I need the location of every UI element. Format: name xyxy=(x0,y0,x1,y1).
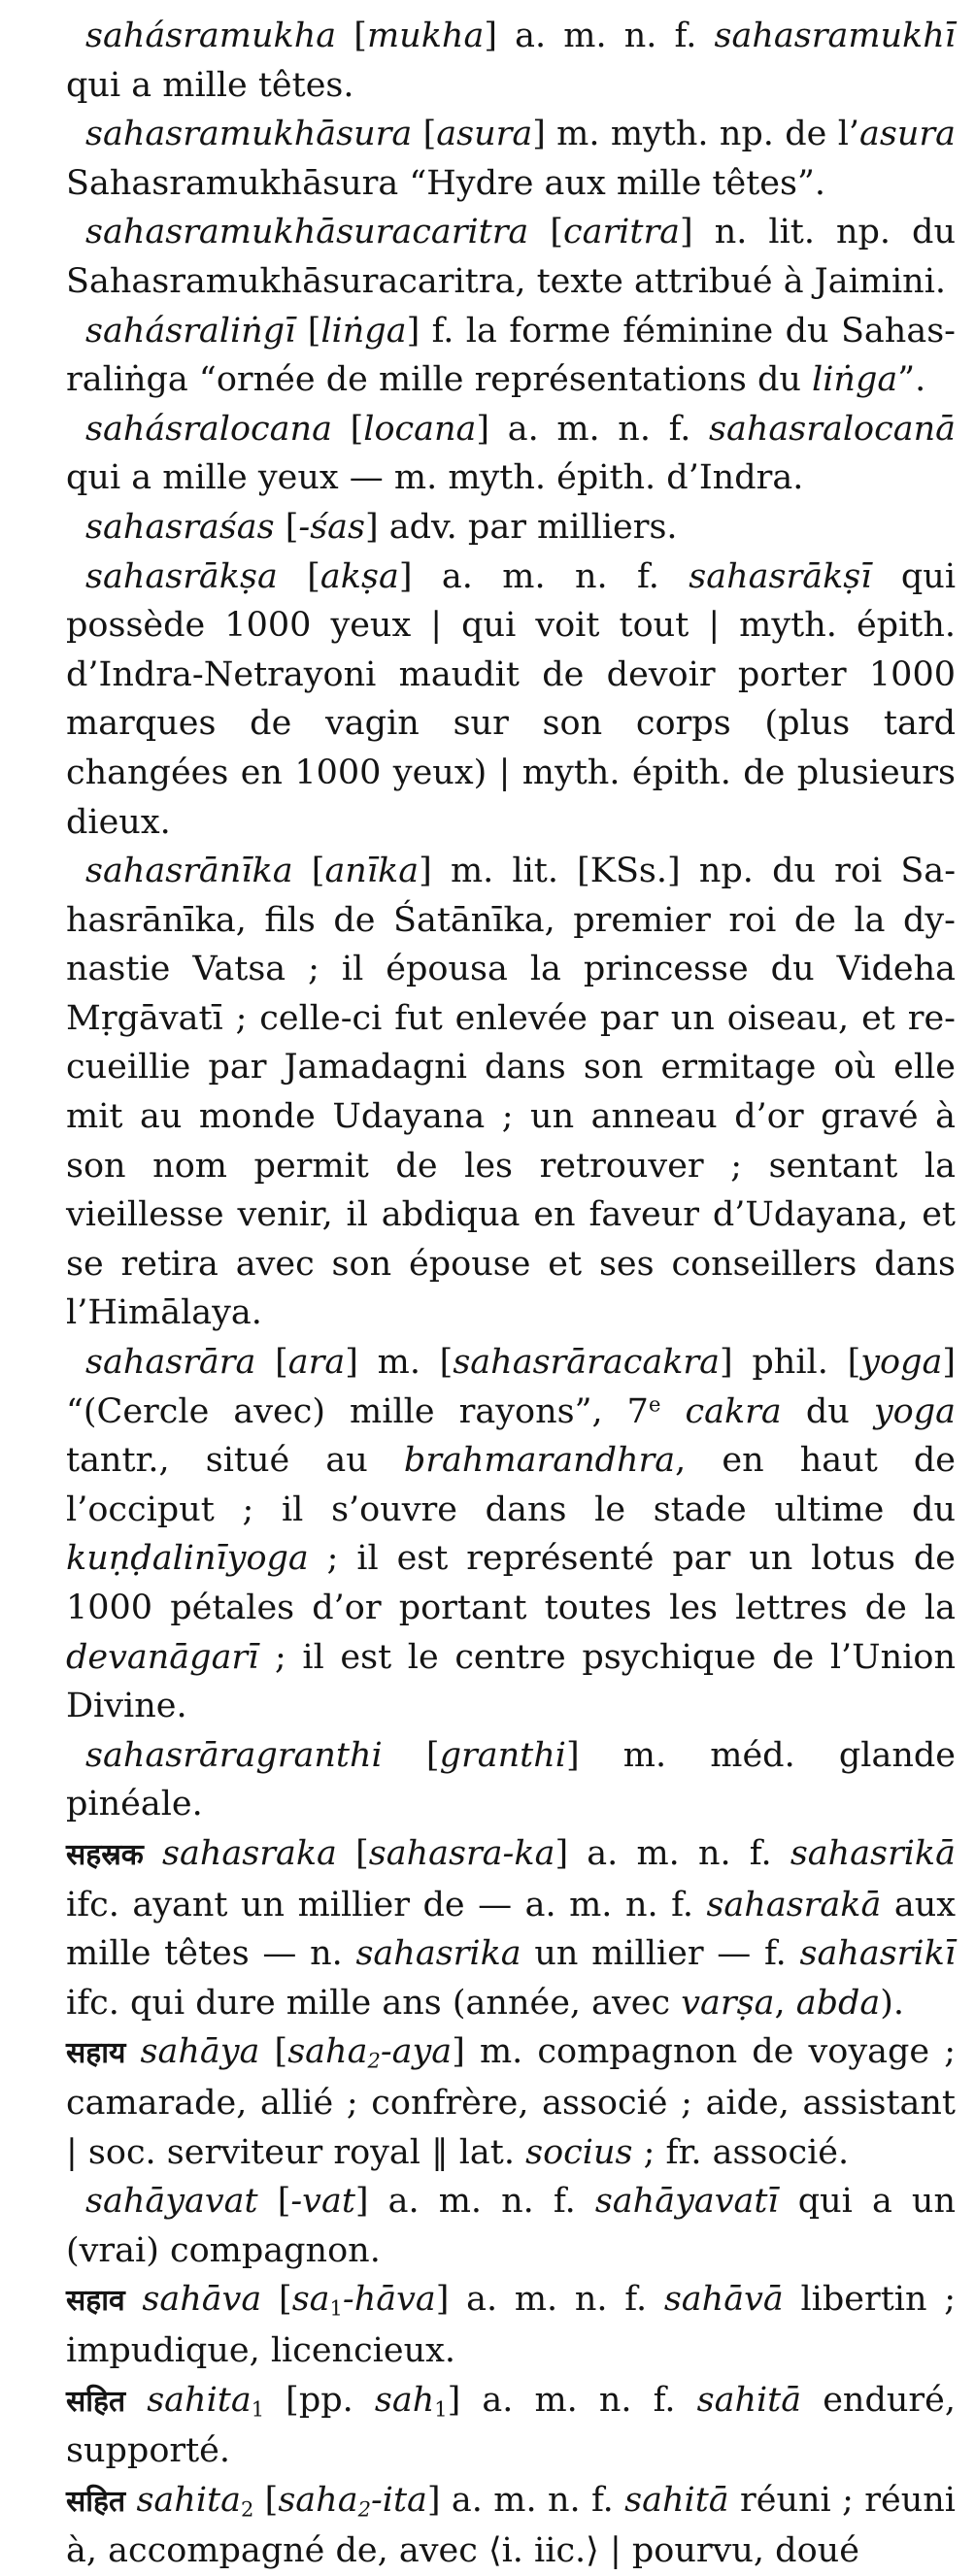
italic-term: sahasrāra xyxy=(85,1343,256,1383)
entry-text: [ xyxy=(257,2182,291,2222)
entry-text: e xyxy=(648,1392,661,1417)
entry-text: ifc. qui dure mille ans (année, avec xyxy=(66,1983,682,2023)
dictionary-entry-sahasralingi xyxy=(66,307,956,405)
italic-term: asura xyxy=(436,115,533,154)
superscript-text xyxy=(649,1392,660,1416)
italic-term: -ita xyxy=(370,2480,427,2520)
italic-term: devanāgarī xyxy=(66,1637,259,1677)
dictionary-entry-sahasrara xyxy=(66,1338,956,1731)
italic-term: sahasrākṣī xyxy=(689,556,872,596)
devanagari-headword: सहित xyxy=(66,2484,126,2519)
italic-term: varṣa xyxy=(681,1983,775,2023)
entry-text: ] m. méd. glande pinéale. xyxy=(66,1735,957,1824)
italic-term: saha xyxy=(278,2480,358,2520)
entry-text: [ xyxy=(412,115,437,154)
entry-text: ] m. compagnon de voyage ; camarade, allié ; confrère, associé ; aide, assistant | soc. serviteur royal ‖ lat. xyxy=(66,2032,956,2172)
italic-term: caritra xyxy=(562,213,681,252)
entry-text: ] f. la forme féminine du Sahasraliṅga “ornée de mille représentations du xyxy=(66,311,956,400)
subscript-index xyxy=(252,2397,264,2421)
entry-list xyxy=(66,12,956,2576)
entry-text: qui a un (vrai) compagnon. xyxy=(66,2182,957,2270)
italic-term: akṣa xyxy=(319,556,399,596)
italic-term: sahasrika xyxy=(355,1934,521,1974)
devanagari-headword: सहाव xyxy=(66,2284,125,2319)
entry-text: ] a. m. n. f. xyxy=(426,2480,625,2520)
italic-term: locana xyxy=(363,409,477,449)
italic-term: sahita xyxy=(147,2380,252,2420)
italic-term: sah xyxy=(374,2380,435,2420)
entry-text: ”. xyxy=(897,360,926,400)
italic-term: sahitā xyxy=(624,2480,729,2520)
italic-term: sahitā xyxy=(696,2380,802,2420)
entry-text: ; il est représenté par un lotus de 1000 pétales d’or portant toutes les lettres de la xyxy=(66,1539,956,1627)
subscript-index xyxy=(434,2397,447,2421)
entry-text: [ xyxy=(277,556,320,596)
entry-text: , xyxy=(774,1983,796,2023)
italic-term: -śas xyxy=(298,507,365,547)
dictionary-entry-sahita2 xyxy=(66,2476,956,2576)
italic-term: sahasrāragranthi xyxy=(85,1735,383,1775)
italic-term: sahasrākṣa xyxy=(85,556,278,596)
entry-text xyxy=(125,2032,140,2071)
italic-term: sahasraśas xyxy=(85,507,275,547)
dictionary-entry-sahava xyxy=(66,2275,956,2375)
italic-term: 2 xyxy=(357,2496,371,2521)
entry-text: tantr., situé au xyxy=(66,1441,404,1481)
entry-text: ] a. m. n. f. xyxy=(435,2280,664,2320)
entry-text: ifc. ayant un millier de — a. m. n. f. xyxy=(66,1885,707,1924)
italic-term: sahasra-ka xyxy=(368,1833,555,1873)
italic-term: sahásraliṅgī xyxy=(85,311,296,351)
italic-term: anīka xyxy=(324,852,420,891)
italic-term: socius xyxy=(525,2132,633,2172)
italic-term: sahāyavatī xyxy=(594,2182,779,2222)
dictionary-entry-sahasramukha xyxy=(66,12,956,110)
entry-text: [ xyxy=(253,2480,279,2520)
dictionary-entry-sahita1 xyxy=(66,2376,956,2476)
entry-text: ] m. lit. [KSs.] np. du roi Sahasrānīka, fils de Śatānīka, premier roi de la dynastie Vatsa ; il épousa la princesse du Videha Mṛgāvatī ; celle-ci fut enlevée par un oiseau, et recueillie par Jamadagni dans son ermitage où elle mit au monde Udayana ; un anneau d’or gravé à son nom permit de les retrouver ; sentant la vieillesse venir, il abdiqua en faveur d’Udayana, et se retira avec son épouse et ses conseillers dans l’Himālaya. xyxy=(66,852,957,1333)
subscript-index xyxy=(241,2497,253,2521)
entry-text: ] a. m. n. f. xyxy=(476,409,710,449)
italic-term: abda xyxy=(795,1983,881,2023)
italic-term: yoga xyxy=(860,1343,943,1383)
entry-text: ] a. m. n. f. xyxy=(447,2380,697,2420)
italic-term: sahasrikī xyxy=(799,1934,957,1974)
entry-text: [ xyxy=(528,213,563,252)
italic-term: yoga xyxy=(873,1391,956,1431)
entry-text: 2 xyxy=(240,2496,254,2521)
italic-term: sahāva xyxy=(142,2280,262,2320)
dictionary-entry-sahasranika xyxy=(66,847,956,1338)
italic-term: sahasrikā xyxy=(790,1833,957,1873)
italic-term: sahasramukhāsura xyxy=(85,115,413,154)
entry-text: du xyxy=(781,1391,874,1431)
subscript-index xyxy=(330,2297,343,2321)
entry-text: ] m. myth. np. de l’ xyxy=(532,115,860,154)
dictionary-entry-sahasralocana xyxy=(66,405,956,503)
italic-term: asura xyxy=(859,115,956,154)
entry-text: aux mille têtes — n. xyxy=(66,1885,956,1974)
entry-text: ; il est le centre psychique de l’Union Divine. xyxy=(66,1637,956,1726)
entry-text: [ xyxy=(255,1343,288,1383)
italic-term: sahásralocana xyxy=(85,409,332,449)
entry-text: ] n. lit. np. du Sahasramukhāsuracaritra, texte attribué à Jaimini. xyxy=(66,213,957,301)
italic-term: sahāyavat xyxy=(85,2182,258,2222)
italic-term: sahasrānīka xyxy=(85,852,293,891)
dictionary-entry-sahasraka xyxy=(66,1829,956,2027)
entry-text: ] phil. [ xyxy=(720,1343,861,1383)
entry-text: 1 xyxy=(434,2396,448,2421)
entry-text: ] a. m. n. f. xyxy=(555,1833,790,1873)
entry-text: [ xyxy=(292,852,325,891)
italic-term: ara xyxy=(287,1343,346,1383)
devanagari-headword: सहस्रक xyxy=(66,1837,144,1872)
italic-term: sahita xyxy=(136,2480,241,2520)
devanagari-headword: सहित xyxy=(66,2384,126,2419)
dictionary-entry-sahasramukhasuracaritra xyxy=(66,208,956,306)
italic-term: mukha xyxy=(366,17,485,55)
entry-text: qui a mille yeux — m. myth. épith. d’Indra. xyxy=(66,458,804,498)
entry-text: [pp. xyxy=(264,2380,375,2420)
entry-text: enduré, supporté. xyxy=(66,2380,956,2471)
entry-text: ] “(Cercle avec) mille rayons”, 7 xyxy=(66,1343,957,1431)
italic-term: sahásramukha xyxy=(85,17,337,55)
entry-text: Sahasramukhāsura “Hydre aux mille têtes”. xyxy=(66,163,825,203)
italic-term: sahāya xyxy=(140,2032,260,2072)
entry-text xyxy=(125,2280,143,2319)
entry-text: [ xyxy=(261,2280,292,2320)
entry-text: un millier — f. xyxy=(521,1934,800,1974)
entry-text: [ xyxy=(259,2032,288,2072)
entry-text: [ xyxy=(336,17,367,55)
entry-text: ] a. m. n. f. xyxy=(354,2182,595,2222)
italic-term: sahasramukhāsuracaritra xyxy=(85,213,529,252)
italic-term: sahasrakā xyxy=(706,1885,882,1924)
italic-term: sa xyxy=(291,2280,330,2320)
dictionary-entry-sahasraksa xyxy=(66,552,956,848)
entry-text: libertin ; impudique, licencieux. xyxy=(66,2280,957,2370)
entry-text: [ xyxy=(274,507,299,547)
italic-term: sahāvā xyxy=(663,2280,784,2320)
entry-text: qui possède 1000 yeux | qui voit tout | myth. épith. d’Indra-Netrayoni maudit de devoir porter 1000 marques de vagin sur son corps (plus tard changées en 1000 yeux) | myth. épith. de plusieurs dieux. xyxy=(66,556,957,842)
entry-text: [ xyxy=(331,409,364,449)
italic-term: sahasrāracakra xyxy=(453,1343,721,1383)
italic-term: saha xyxy=(287,2032,368,2072)
entry-text: ). xyxy=(880,1983,905,2023)
entry-text: [ xyxy=(382,1735,440,1775)
entry-text: ; fr. associé. xyxy=(632,2132,850,2172)
entry-text xyxy=(144,1834,162,1873)
entry-text xyxy=(660,1392,685,1431)
entry-text: ] a. m. n. f. xyxy=(398,556,689,596)
italic-term: -vat xyxy=(290,2182,355,2222)
italic-term: brahmarandhra xyxy=(403,1441,676,1481)
italic-term: liṅga xyxy=(812,360,898,400)
subscript-index xyxy=(367,2050,380,2073)
entry-text: [ xyxy=(336,1833,369,1873)
italic-term: sahasralocanā xyxy=(709,409,956,449)
dictionary-page xyxy=(66,12,956,2576)
italic-term: kuṇḍalinīyoga xyxy=(66,1539,309,1579)
italic-term: sahasraka xyxy=(162,1833,337,1873)
dictionary-entry-sahasrasas xyxy=(66,503,956,552)
italic-term: granthi xyxy=(439,1735,566,1775)
entry-text: ] a. m. n. f. xyxy=(484,17,715,55)
entry-text: , en haut de l’occiput ; il s’ouvre dans le stade ultime du xyxy=(66,1441,956,1529)
dictionary-entry-sahasraragranthi xyxy=(66,1731,956,1829)
entry-text: [ xyxy=(295,311,321,351)
italic-term: -hāva xyxy=(342,2280,436,2320)
subscript-index xyxy=(358,2497,371,2521)
entry-text: ] m. [ xyxy=(345,1343,454,1383)
entry-text: qui a mille têtes. xyxy=(66,65,354,105)
dictionary-entry-sahaya xyxy=(66,2027,956,2177)
devanagari-headword: सहाय xyxy=(66,2036,126,2071)
italic-term: liṅga xyxy=(320,311,407,351)
entry-text: ] adv. par milliers. xyxy=(365,507,678,547)
entry-text: 1 xyxy=(329,2296,343,2321)
entry-text: 1 xyxy=(251,2396,265,2421)
italic-term: -aya xyxy=(380,2032,453,2072)
italic-term: cakra xyxy=(685,1391,782,1431)
italic-term: sahasramukhī xyxy=(714,17,957,55)
entry-text: réuni ; réuni à, accompagné de, avec ⟨i. iic.⟩ | pourvu, doué xyxy=(66,2480,956,2571)
entry-text xyxy=(125,2381,147,2420)
italic-term: 2 xyxy=(367,2049,381,2073)
dictionary-entry-sahasramukhasura xyxy=(66,110,956,208)
dictionary-entry-sahayavat xyxy=(66,2177,956,2275)
